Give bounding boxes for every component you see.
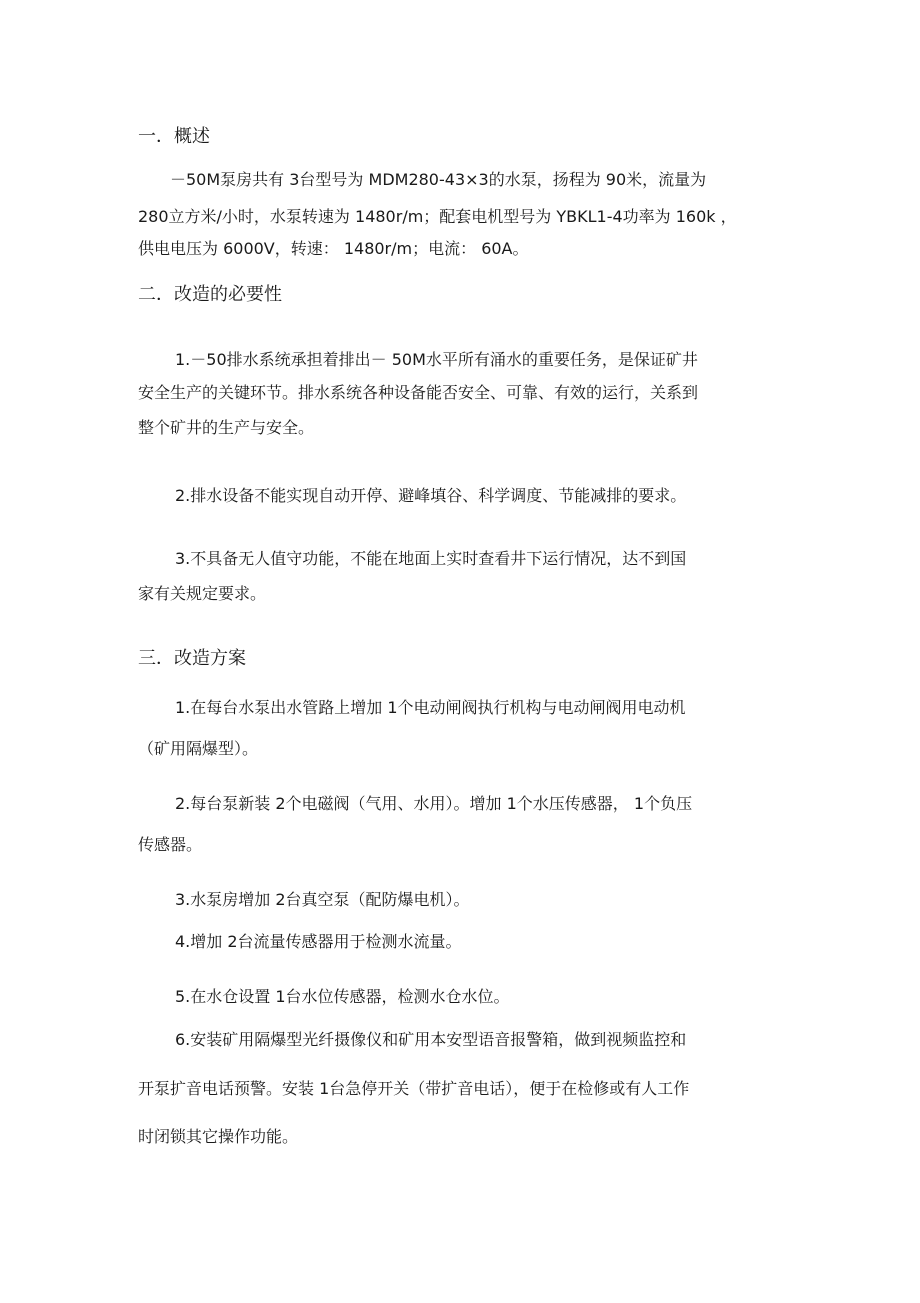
- section3-item6-line1: 6.安装矿用隔爆型光纤摄像仪和矿用本安型语音报警箱，做到视频监控和: [175, 1030, 687, 1049]
- section2-item3-line1: 3.不具备无人值守功能，不能在地面上实时查看井下运行情况，达不到国: [175, 549, 687, 568]
- section3-item1-line1: 1.在每台水泵出水管路上增加 1个电动闸阀执行机构与电动闸阀用电动机: [175, 698, 686, 717]
- section3-item6-line3: 时闭锁其它操作功能。: [138, 1127, 299, 1146]
- section2-heading: 二．改造的必要性: [138, 284, 282, 305]
- section2-item1-line2: 安全生产的关键环节。排水系统各种设备能否安全、可靠、有效的运行，关系到: [138, 383, 699, 402]
- section2-item3-line2: 家有关规定要求。: [138, 584, 267, 603]
- section2-item1-line3: 整个矿井的生产与安全。: [138, 418, 315, 437]
- section3-heading: 三．改造方案: [138, 648, 246, 669]
- section3-item2-line1: 2.每台泵新装 2个电磁阀（气用、水用）。增加 1个水压传感器， 1个负压: [175, 794, 693, 813]
- section3-item6-line2: 开泵扩音电话预警。安装 1台急停开关（带扩音电话），便于在检修或有人工作: [138, 1079, 690, 1098]
- section1-heading: 一．概述: [138, 126, 210, 147]
- section1-line2: 280立方米/小时，水泵转速为 1480r/m；配套电机型号为 YBKL1-4功率为 160k ，: [138, 207, 737, 226]
- section3-item2-line2: 传感器。: [138, 835, 203, 854]
- section1-line1: －50M泵房共有 3台型号为 MDM280-43×3的水泵，扬程为 90米，流量为: [170, 170, 707, 189]
- section1-line3: 供电电压为 6000V，转速： 1480r/m；电流： 60A。: [138, 239, 529, 258]
- section3-item5-line1: 5.在水仓设置 1台水位传感器，检测水仓水位。: [175, 987, 510, 1006]
- section2-item2-line1: 2.排水设备不能实现自动开停、避峰填谷、科学调度、节能减排的要求。: [175, 486, 687, 505]
- section2-item1-line1: 1.－50排水系统承担着排出－ 50M水平所有涌水的重要任务，是保证矿井: [175, 350, 698, 369]
- section3-item1-line2: （矿用隔爆型）。: [138, 739, 259, 758]
- section3-item4-line1: 4.增加 2台流量传感器用于检测水流量。: [175, 932, 462, 951]
- section3-item3-line1: 3.水泵房增加 2台真空泵（配防爆电机）。: [175, 890, 470, 909]
